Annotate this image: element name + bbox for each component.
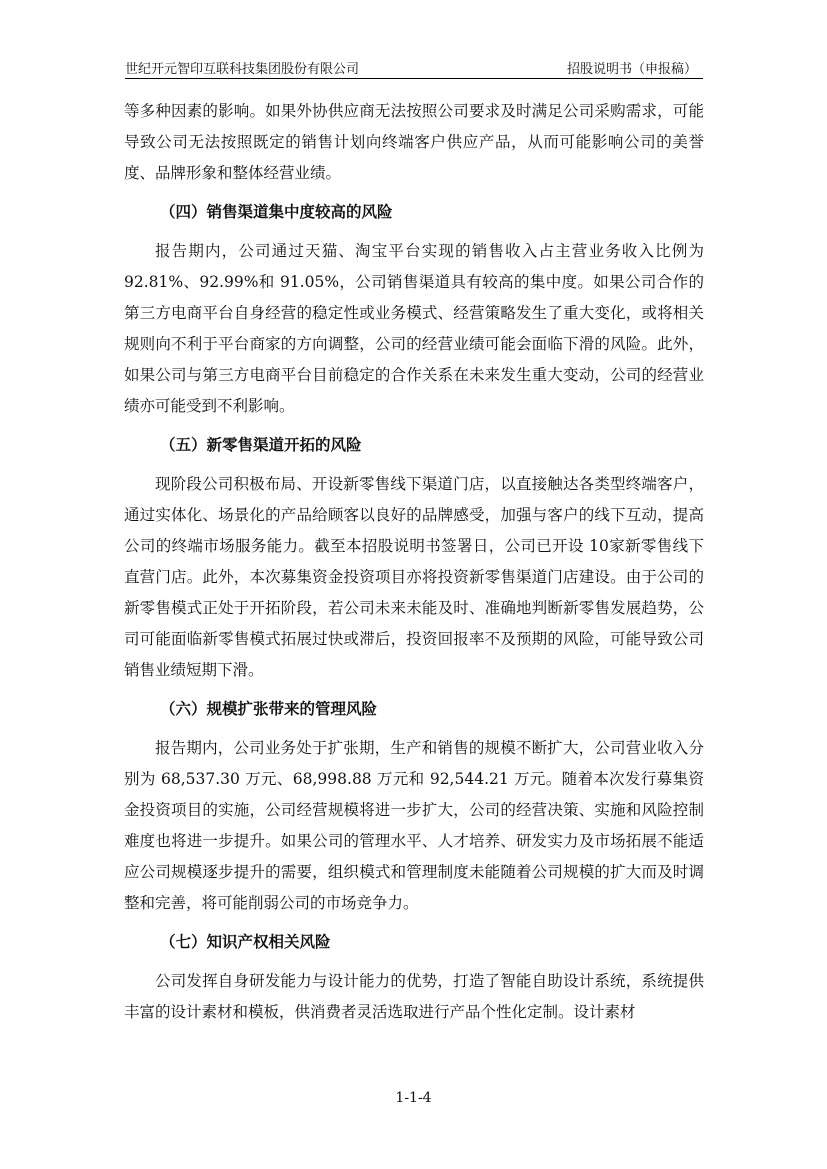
section-heading-7: （七）知识产权相关风险 <box>160 933 331 951</box>
section-heading-4: （四）销售渠道集中度较高的风险 <box>160 203 393 221</box>
section-heading-5: （五）新零售渠道开拓的风险 <box>160 436 362 454</box>
header-company-name: 世纪开元智印互联科技集团股份有限公司 <box>125 62 360 77</box>
paragraph-ip-risk: 公司发挥自身研发能力与设计能力的优势，打造了智能自助设计系统，系统提供丰富的设计素材和模板，供消费者灵活选取进行产品个性化定制。设计素材 <box>124 972 704 1021</box>
document-body <box>124 96 704 1028</box>
header-document-title: 招股说明书（申报稿） <box>566 62 697 77</box>
page-header <box>125 54 703 79</box>
section-heading-6: （六）规模扩张带来的管理风险 <box>160 700 378 718</box>
paragraph-continued: 等多种因素的影响。如果外协供应商无法按照公司要求及时满足公司采购需求，可能导致公司无法按照既定的销售计划向终端客户供应产品，从而可能影响公司的美誉度、品牌形象和整体经营业绩。 <box>124 102 704 182</box>
paragraph-sales-channel-risk: 报告期内，公司通过天猫、淘宝平台实现的销售收入占主营业务收入比例为92.81%、92.99%和 91.05%，公司销售渠道具有较高的集中度。如果公司合作的第三方电商平台自身经营的稳定性或业务模式、经营策略发生了重大变化，或将相关规则向不利于平台商家的方向调整，公司的经营业绩可能会面临下滑的风险。此外，如果公司与第三方电商平台目前稳定的合作关系在未来发生重大变动，公司的经营业绩亦可能受到不利影响。 <box>124 242 704 415</box>
paragraph-management-risk: 报告期内，公司业务处于扩张期，生产和销售的规模不断扩大，公司营业收入分别为 68,537.30 万元、68,998.88 万元和 92,544.21 万元。随着本次发行募集资金投资项目的实施，公司经营规模将进一步扩大，公司的经营决策、实施和风险控制难度也将进一步提升。如果公司的管理水平、人才培养、研发实力及市场拓展不能适应公司规模逐步提升的需要，组织模式和管理制度未能随着公司规模的扩大而及时调整和完善，将可能削弱公司的市场竞争力。 <box>124 739 704 912</box>
paragraph-new-retail-risk: 现阶段公司积极布局、开设新零售线下渠道门店，以直接触达各类型终端客户，通过实体化、场景化的产品给顾客以良好的品牌感受，加强与客户的线下互动，提高公司的终端市场服务能力。截至本招股说明书签署日，公司已开设 10家新零售线下直营门店。此外，本次募集资金投资项目亦将投资新零售渠道门店建设。由于公司的新零售模式正处于开拓阶段，若公司未来未能及时、准确地判断新零售发展趋势，公司可能面临新零售模式拓展过快或滞后，投资回报率不及预期的风险，可能导致公司销售业绩短期下滑。 <box>124 475 704 679</box>
page-number: 1-1-4 <box>395 1090 432 1106</box>
